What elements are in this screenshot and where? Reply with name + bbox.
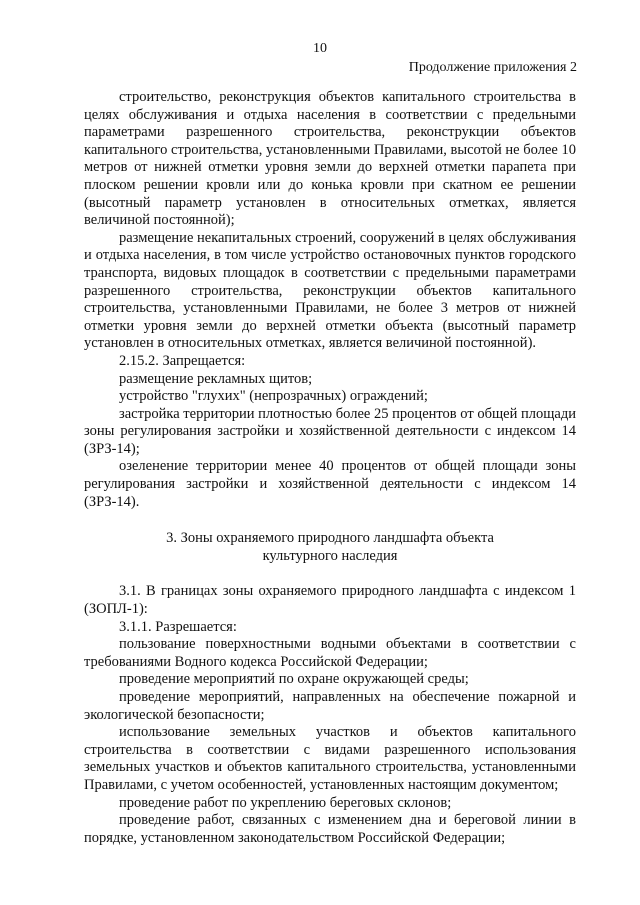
paragraph: проведение мероприятий, направленных на обеспечение пожарной и экологической безопасности; xyxy=(84,689,576,723)
paragraph: пользование поверхностными водными объектами в соответствии с требованиями Водного кодекса Российской Федерации; xyxy=(84,636,576,670)
section-heading-line-1: 3. Зоны охраняемого природного ландшафта объекта xyxy=(166,530,494,547)
paragraph: устройство "глухих" (непрозрачных) ограждений; xyxy=(119,388,428,405)
paragraph: озеленение территории менее 40 процентов от общей площади зоны регулирования застройки и хозяйственной деятельности с индексом 14 (ЗРЗ-14). xyxy=(84,458,576,510)
paragraph: проведение работ, связанных с изменением дна и береговой линии в порядке, установленном законодательством Российской Федерации; xyxy=(84,812,576,846)
paragraph: строительство, реконструкция объектов капитального строительства в целях обслуживания и отдыха населения в соответствии с предельными параметрами разрешенного строительства, реконструкции объектов капитального строительства, установленными Правилами, высотой не более 10 метров от нижней отметки уровня земли до верхней отметки парапета при плоском решении кровли или до конька кровли при скатном ее решении (высотный параметр установлен в относительных отметках, является величиной постоянной); xyxy=(84,89,576,229)
document-body xyxy=(84,89,576,847)
paragraph: проведение работ по укреплению береговых склонов; xyxy=(119,794,452,811)
section-heading-line-2: культурного наследия xyxy=(262,547,398,564)
page-number: 10 xyxy=(313,41,327,56)
paragraph: 3.1.1. Разрешается: xyxy=(119,618,237,635)
section-heading xyxy=(84,530,576,565)
paragraph: 3.1. В границах зоны охраняемого природного ландшафта с индексом 1 (ЗОПЛ-1): xyxy=(84,583,576,618)
appendix-continuation-note: Продолжение приложения 2 xyxy=(408,60,577,75)
paragraph: проведение мероприятий по охране окружающей среды; xyxy=(119,671,469,688)
paragraph: использование земельных участков и объектов капитального строительства в соответствии с видами разрешенного использования земельных участков и объектов капитального строительства, установленными Правилами, с учетом особенностей, установленных настоящим документом; xyxy=(84,724,576,793)
paragraph: застройка территории плотностью более 25 процентов от общей площади зоны регулирования застройки и хозяйственной деятельности с индексом 14 (ЗРЗ-14); xyxy=(84,405,576,457)
paragraph: размещение некапитальных строений, сооружений в целях обслуживания и отдыха населения, в том числе устройство остановочных пунктов городского транспорта, видовых площадок в соответствии с предельными параметрами разрешенного строительства, реконструкции объектов капитального строительства, установленными Правилами, не более 3 метров от нижней отметки уровня земли до верхней отметки объекта (высотный параметр установлен в относительных отметках, является величиной постоянной). xyxy=(84,229,576,352)
paragraph: размещение рекламных щитов; xyxy=(119,370,313,387)
paragraph: 2.15.2. Запрещается: xyxy=(119,352,246,369)
